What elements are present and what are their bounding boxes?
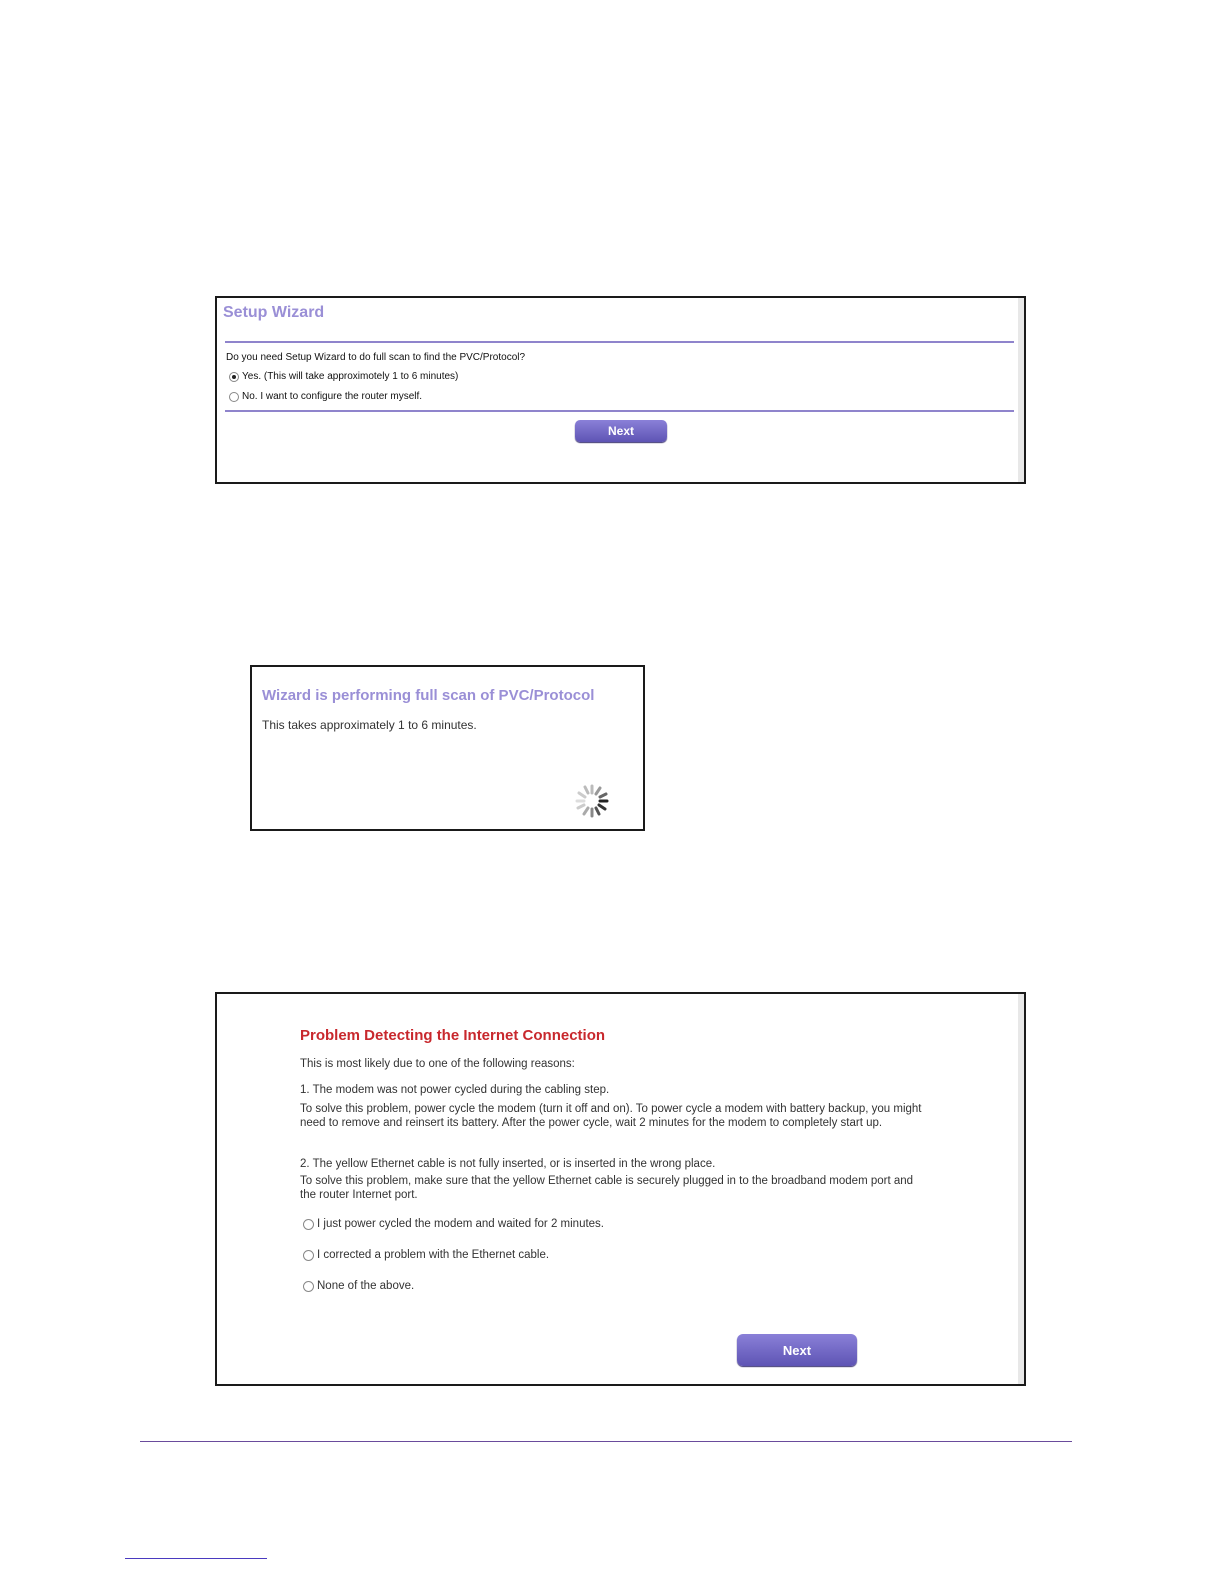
loading-spinner-icon [574, 783, 610, 819]
radio-none[interactable] [303, 1281, 314, 1292]
problem-detecting-panel [215, 992, 1026, 1386]
radio-no[interactable] [229, 392, 239, 402]
option-ethernet-fixed-label: I corrected a problem with the Ethernet cable. [317, 1249, 550, 1261]
footer-link-underline [125, 1558, 267, 1559]
setup-wizard-panel [215, 296, 1026, 484]
option-none-label: None of the above. [317, 1280, 415, 1292]
next-button[interactable]: Next [737, 1334, 857, 1366]
problem-intro: This is most likely due to one of the following reasons: [300, 1058, 575, 1070]
option-power-cycled[interactable] [303, 1218, 604, 1230]
divider [225, 341, 1014, 343]
footer-divider [140, 1441, 1072, 1442]
scan-title: Wizard is performing full scan of PVC/Protocol [262, 687, 595, 704]
radio-power-cycled[interactable] [303, 1219, 314, 1230]
reason1-heading: 1. The modem was not power cycled during the cabling step. [300, 1084, 610, 1096]
setup-wizard-title: Setup Wizard [223, 304, 325, 321]
problem-title: Problem Detecting the Internet Connection [300, 1027, 606, 1044]
radio-yes[interactable] [229, 372, 239, 382]
reason1-body: To solve this problem, power cycle the modem (turn it off and on). To power cycle a modem with battery backup, you might need to remove and reinsert its battery. After the power cycle, wait 2 minutes for the modem to completely start up. [300, 1103, 922, 1129]
option-no-label: No. I want to configure the router myself. [242, 391, 423, 402]
divider [225, 410, 1014, 412]
radio-ethernet-fixed[interactable] [303, 1250, 314, 1261]
reason2-heading: 2. The yellow Ethernet cable is not fully inserted, or is inserted in the wrong place. [300, 1158, 716, 1170]
option-yes[interactable] [229, 371, 458, 382]
scrollbar[interactable] [1018, 298, 1024, 482]
next-button[interactable]: Next [575, 420, 667, 442]
option-no[interactable] [229, 391, 422, 402]
option-none[interactable] [303, 1280, 414, 1292]
option-ethernet-fixed[interactable] [303, 1249, 549, 1261]
option-power-cycled-label: I just power cycled the modem and waited for 2 minutes. [317, 1218, 605, 1230]
scan-description: This takes approximately 1 to 6 minutes. [262, 718, 477, 732]
scan-progress-panel [250, 665, 645, 831]
reason2-body: To solve this problem, make sure that the yellow Ethernet cable is securely plugged in to the broadband modem port and the router Internet port. [300, 1175, 914, 1201]
option-yes-label: Yes. (This will take approximotely 1 to 6 minutes) [242, 371, 459, 382]
scan-question: Do you need Setup Wizard to do full scan to find the PVC/Protocol? [226, 352, 526, 363]
scrollbar[interactable] [1018, 994, 1024, 1384]
